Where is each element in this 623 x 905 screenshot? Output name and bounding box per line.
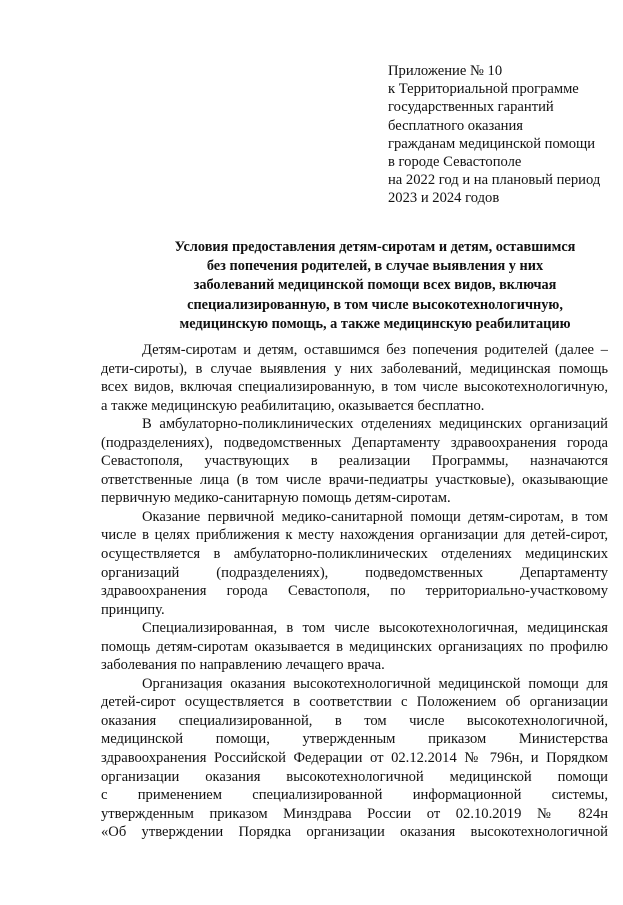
appendix-line: 2023 и 2024 годов bbox=[388, 190, 500, 207]
paragraph bbox=[101, 619, 608, 675]
paragraph-line: ответственные лица (в том числе врачи-педиатры участковые), оказывающие bbox=[101, 471, 608, 488]
paragraph-line: Севастополя, участвующих в реализации Программы, назначаются bbox=[101, 453, 608, 470]
paragraph bbox=[101, 415, 608, 508]
paragraph-line: организаций (подразделениях), подведомственных Департаменту bbox=[101, 564, 608, 581]
appendix-header bbox=[388, 62, 613, 208]
paragraph-line: дети-сироты), в случае выявления у них заболеваний, медицинская помощь bbox=[101, 360, 608, 377]
paragraph bbox=[101, 508, 608, 619]
document-title bbox=[140, 238, 610, 334]
paragraph-line: (подразделениях), подведомственных Департаменту здравоохранения города bbox=[101, 434, 608, 451]
paragraph-line: Оказание первичной медико-санитарной помощи детям-сиротам, в том bbox=[142, 508, 608, 525]
paragraph-line: здравоохранения города Севастополя, по территориально-участковому bbox=[101, 583, 608, 600]
paragraph-line: Организация оказания высокотехнологичной медицинской помощи для bbox=[142, 675, 608, 692]
appendix-line: Приложение № 10 bbox=[388, 63, 503, 79]
title-line: без попечения родителей, в случае выявления у них bbox=[206, 258, 544, 275]
title-line: Условия предоставления детям-сиротам и детям, оставшимся bbox=[174, 239, 576, 255]
paragraph bbox=[101, 675, 608, 842]
paragraph bbox=[101, 341, 608, 415]
paragraph-line: с применением специализированной информационной системы, bbox=[101, 787, 608, 804]
appendix-line: к Территориальной программе bbox=[388, 81, 579, 98]
title-line: заболеваний медицинской помощи всех видов, включая bbox=[193, 277, 557, 294]
paragraph-line: первичную медико-санитарную помощь детям-сиротам. bbox=[101, 490, 451, 507]
paragraph-line: заболевания по направлению лечащего врача. bbox=[101, 657, 385, 674]
paragraph-line: а также медицинскую реабилитацию, оказывается бесплатно. bbox=[101, 397, 485, 414]
paragraph-line: помощь детям-сиротам оказывается в медицинских организациях по профилю bbox=[101, 638, 608, 655]
appendix-line: бесплатного оказания bbox=[388, 117, 524, 134]
paragraph-line: Детям-сиротам и детям, оставшимся без попечения родителей (далее – bbox=[142, 342, 608, 358]
paragraph-line: всех видов, включая специализированную, в том числе высокотехнологичную, bbox=[101, 379, 608, 396]
appendix-line: государственных гарантий bbox=[388, 99, 554, 116]
paragraph-line: числе в целях приближения к месту нахождения организации для детей-сирот, bbox=[101, 527, 608, 544]
paragraph-line: детей-сирот осуществляется в соответствии с Положением об организации bbox=[101, 694, 608, 711]
appendix-line: в городе Севастополе bbox=[388, 154, 522, 171]
paragraph-line: утвержденным приказом Минздрава России от 02.10.2019 № 824н bbox=[101, 805, 608, 822]
paragraph-line: оказания специализированной, в том числе высокотехнологичной, bbox=[101, 712, 608, 729]
paragraph-line: осуществляется в амбулаторно-поликлинических отделениях медицинских bbox=[101, 546, 608, 563]
title-line: медицинскую помощь, а также медицинскую реабилитацию bbox=[179, 315, 571, 332]
paragraph-line: медицинской помощи, утвержденным приказом Министерства bbox=[101, 731, 608, 748]
paragraph-line: «Об утверждении Порядка организации оказания высокотехнологичной bbox=[101, 824, 608, 841]
document-body bbox=[101, 341, 608, 842]
paragraph-line: Специализированная, в том числе высокотехнологичная, медицинская bbox=[142, 620, 608, 637]
appendix-line: на 2022 год и на плановый период bbox=[388, 172, 601, 189]
title-line: специализированную, в том числе высокотехнологичную, bbox=[187, 296, 563, 313]
paragraph-line: принципу. bbox=[101, 601, 165, 618]
paragraph-line: организации оказания высокотехнологичной медицинской помощи bbox=[101, 768, 608, 785]
appendix-line: гражданам медицинской помощи bbox=[388, 135, 596, 152]
paragraph-line: В амбулаторно-поликлинических отделениях медицинских организаций bbox=[142, 416, 608, 433]
paragraph-line: здравоохранения Российской Федерации от 02.12.2014 № 796н, и Порядком bbox=[101, 750, 608, 767]
